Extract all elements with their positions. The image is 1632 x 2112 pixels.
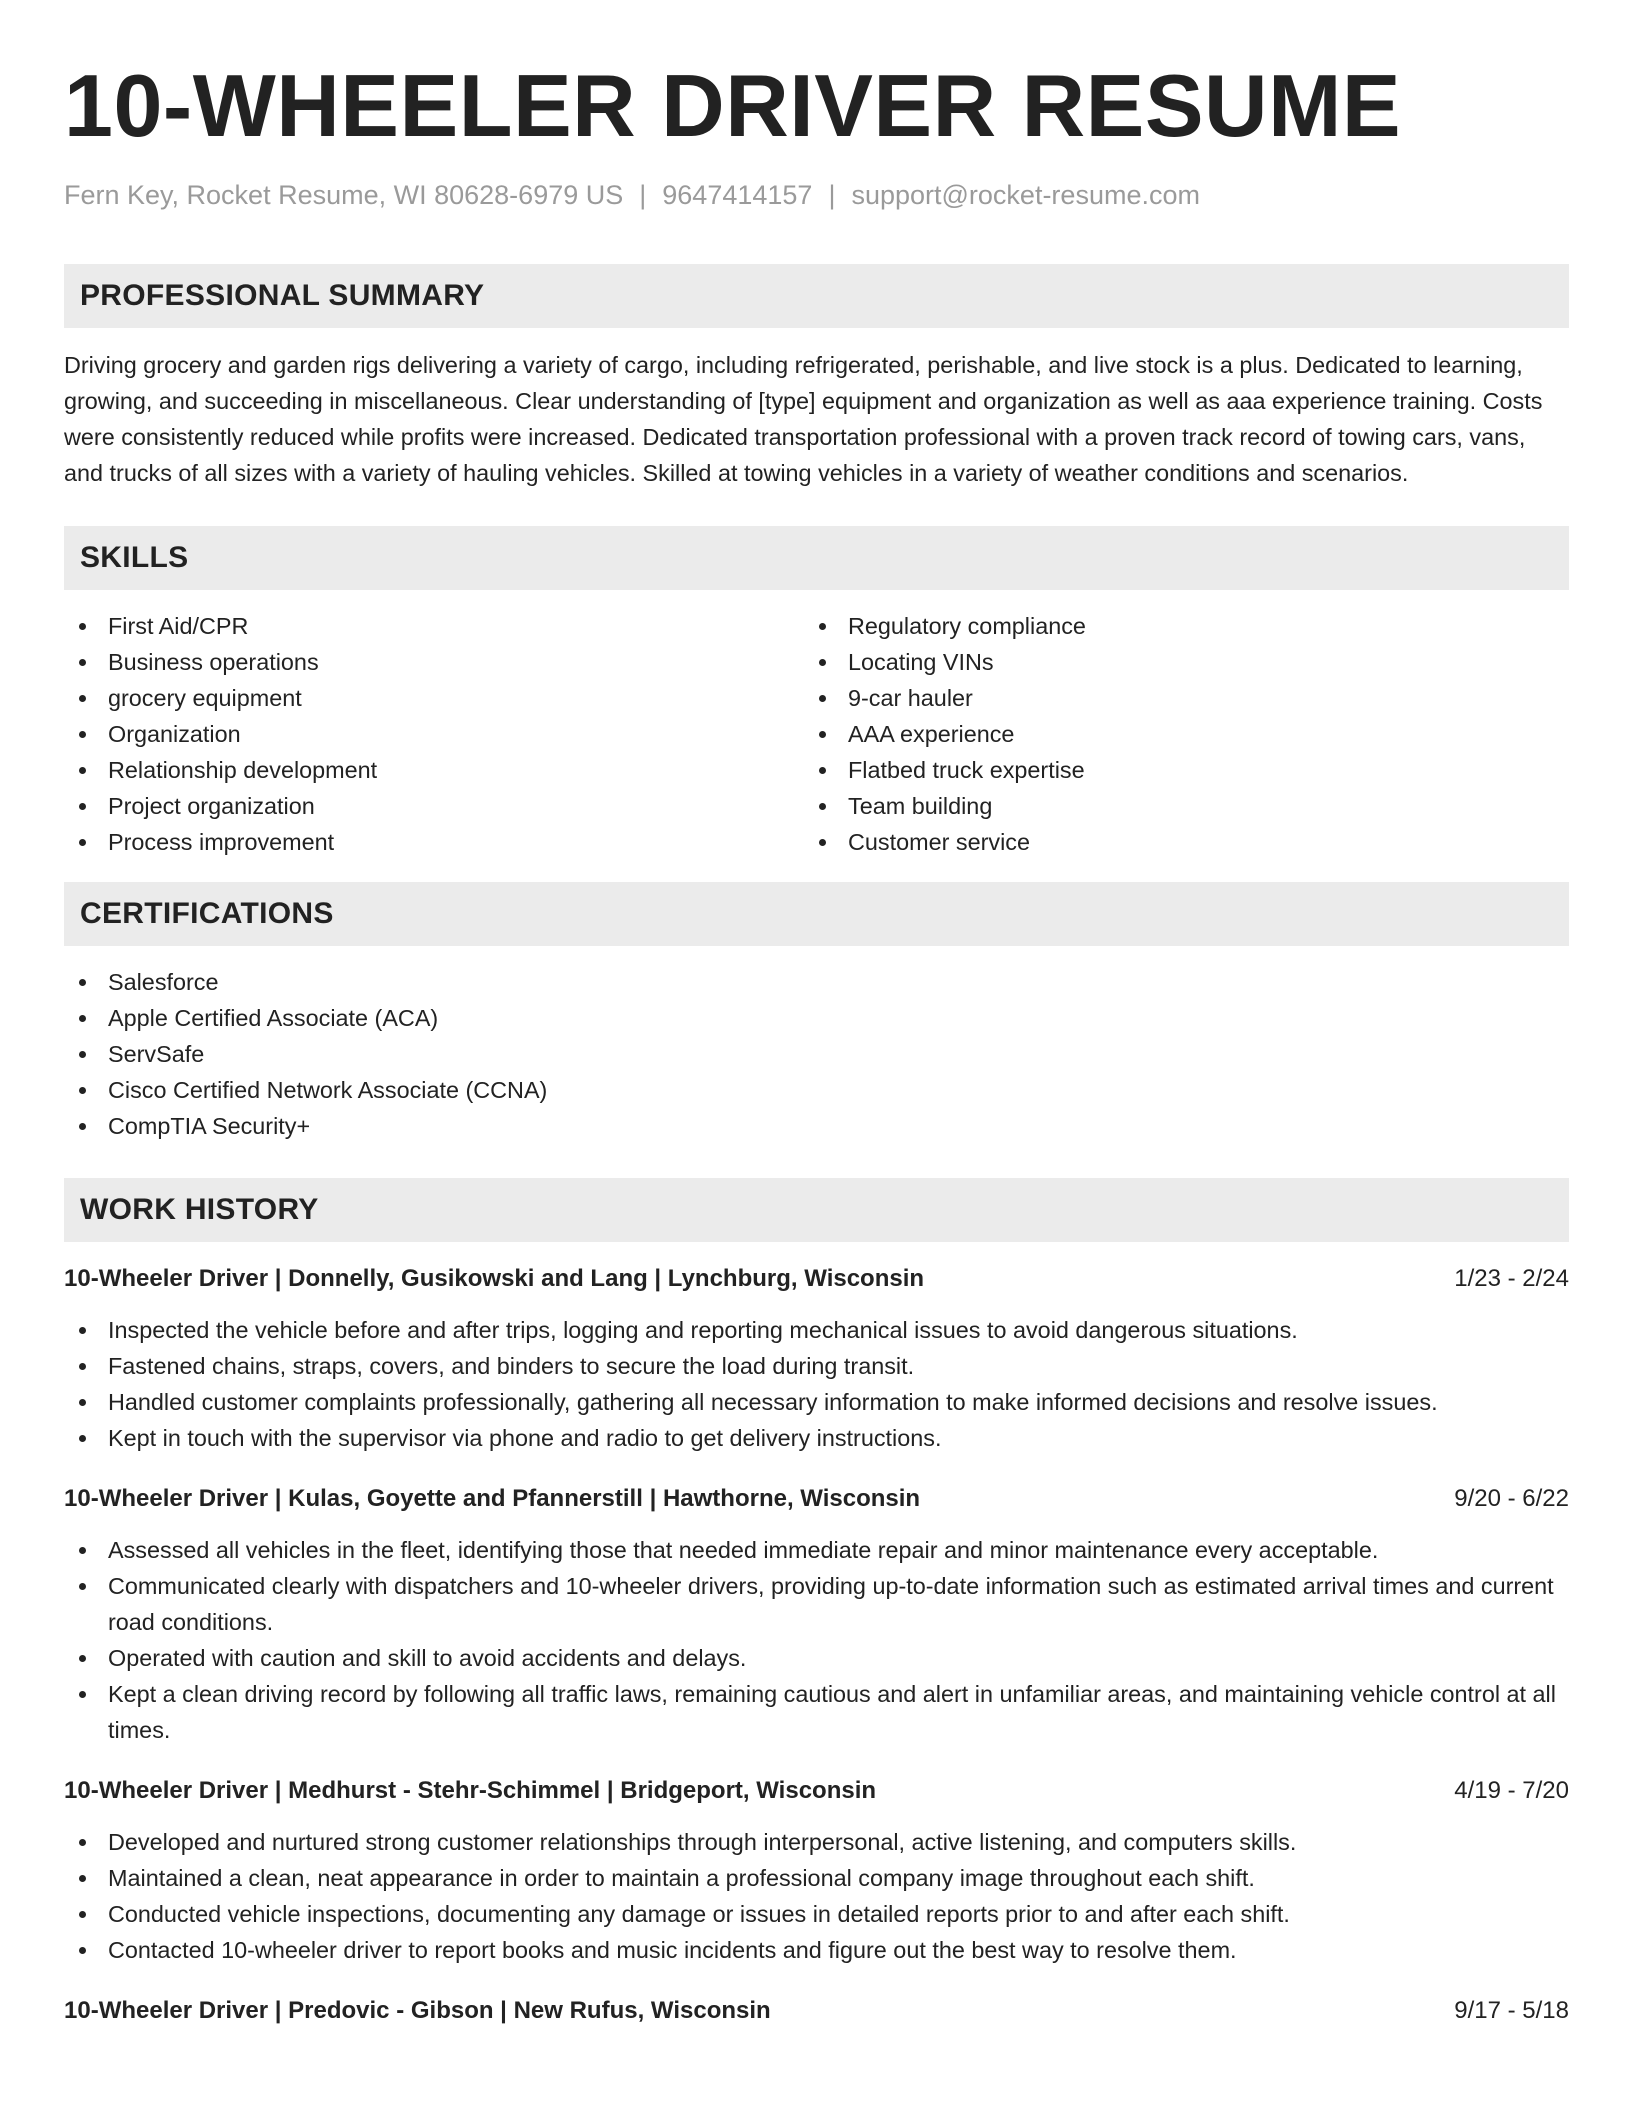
resume-title: 10-WHEELER DRIVER RESUME <box>64 56 1402 155</box>
skill-item: Customer service <box>804 824 1544 860</box>
skill-item: 9-car hauler <box>804 680 1544 716</box>
section-heading: WORK HISTORY <box>80 1193 319 1226</box>
summary-text: Driving grocery and garden rigs delivering a variety of cargo, including refrigerated, perishable, and live stock is a plus. Dedicated to learning, growing, and succeeding in miscellaneous. Clear understanding of [type] equipment and organization as well as aaa experience training. Costs were consistently reduced while profits were increased. Dedicated transportation professional with a proven track record of towing cars, vans, and trucks of all sizes with a variety of hauling vehicles. Skilled at towing vehicles in a variety of weather conditions and scenarios. <box>64 352 1543 486</box>
contact-phone: 9647414157 <box>662 180 813 210</box>
certifications-list <box>64 964 1569 1144</box>
job-title: 10-Wheeler Driver | Medhurst - Stehr-Schimmel | Bridgeport, Wisconsin <box>64 1777 877 1804</box>
contact-separator: | <box>828 180 836 210</box>
job-bullet: Assessed all vehicles in the fleet, identifying those that needed immediate repair and minor maintenance every acceptable. <box>64 1532 1569 1568</box>
contact-line <box>64 178 1569 212</box>
contact-separator: | <box>639 180 647 210</box>
section-certifications <box>64 882 1569 1144</box>
section-header <box>64 264 1569 328</box>
skill-item: AAA experience <box>804 716 1544 752</box>
job-bullet: Developed and nurtured strong customer relationships through interpersonal, active listening, and computers skills. <box>64 1824 1569 1860</box>
job-title: 10-Wheeler Driver | Predovic - Gibson | New Rufus, Wisconsin <box>64 1997 771 2024</box>
job-entry <box>64 1774 1569 1968</box>
job-bullet: Handled customer complaints professionally, gathering all necessary information to make informed decisions and resolve issues. <box>64 1384 1569 1420</box>
job-entry <box>64 1482 1569 1748</box>
job-title: 10-Wheeler Driver | Kulas, Goyette and Pfannerstill | Hawthorne, Wisconsin <box>64 1485 921 1512</box>
job-header <box>64 1774 1569 1808</box>
skill-item: Project organization <box>64 788 804 824</box>
section-header <box>64 526 1569 590</box>
job-dates: 9/17 - 5/18 <box>1454 1997 1569 2024</box>
certification-item: CompTIA Security+ <box>64 1108 1569 1144</box>
section-professional-summary <box>64 264 1569 491</box>
job-bullets <box>64 1532 1569 1748</box>
job-bullets <box>64 1312 1569 1456</box>
section-header <box>64 1178 1569 1242</box>
job-bullet: Contacted 10-wheeler driver to report books and music incidents and figure out the best way to resolve them. <box>64 1932 1569 1968</box>
skills-list-left <box>64 608 804 860</box>
job-bullets <box>64 1824 1569 1968</box>
section-work-history <box>64 1178 1569 2028</box>
certification-item: Salesforce <box>64 964 1569 1000</box>
certification-item: Apple Certified Associate (ACA) <box>64 1000 1569 1036</box>
job-dates: 1/23 - 2/24 <box>1454 1265 1569 1292</box>
job-bullet: Maintained a clean, neat appearance in order to maintain a professional company image throughout each shift. <box>64 1860 1569 1896</box>
section-skills <box>64 526 1569 860</box>
section-heading: PROFESSIONAL SUMMARY <box>80 279 485 312</box>
skills-columns <box>64 608 1569 860</box>
job-bullet: Communicated clearly with dispatchers and 10-wheeler drivers, providing up-to-date information such as estimated arrival times and current road conditions. <box>64 1568 1569 1640</box>
skill-item: Team building <box>804 788 1544 824</box>
skill-item: Flatbed truck expertise <box>804 752 1544 788</box>
job-dates: 9/20 - 6/22 <box>1454 1485 1569 1512</box>
contact-email[interactable]: support@rocket-resume.com <box>851 180 1200 210</box>
contact-address: Fern Key, Rocket Resume, WI 80628-6979 US <box>64 180 624 210</box>
job-header <box>64 1482 1569 1516</box>
job-bullet: Operated with caution and skill to avoid accidents and delays. <box>64 1640 1569 1676</box>
job-entry <box>64 1262 1569 1456</box>
skills-list-right <box>804 608 1544 860</box>
certification-item: Cisco Certified Network Associate (CCNA) <box>64 1072 1569 1108</box>
section-heading: SKILLS <box>80 541 189 574</box>
job-title: 10-Wheeler Driver | Donnelly, Gusikowski and Lang | Lynchburg, Wisconsin <box>64 1265 925 1292</box>
job-dates: 4/19 - 7/20 <box>1454 1777 1569 1804</box>
job-bullet: Kept a clean driving record by following all traffic laws, remaining cautious and alert in unfamiliar areas, and maintaining vehicle control at all times. <box>64 1676 1569 1748</box>
job-bullet: Conducted vehicle inspections, documenting any damage or issues in detailed reports prior to and after each shift. <box>64 1896 1569 1932</box>
job-entry <box>64 1994 1569 2028</box>
section-header <box>64 882 1569 946</box>
certification-item: ServSafe <box>64 1036 1569 1072</box>
job-header <box>64 1994 1569 2028</box>
skill-item: Regulatory compliance <box>804 608 1544 644</box>
skill-item: First Aid/CPR <box>64 608 804 644</box>
skill-item: Process improvement <box>64 824 804 860</box>
skill-item: Locating VINs <box>804 644 1544 680</box>
skill-item: Business operations <box>64 644 804 680</box>
job-bullet: Fastened chains, straps, covers, and binders to secure the load during transit. <box>64 1348 1569 1384</box>
skill-item: Organization <box>64 716 804 752</box>
skill-item: Relationship development <box>64 752 804 788</box>
job-bullet: Kept in touch with the supervisor via phone and radio to get delivery instructions. <box>64 1420 1569 1456</box>
skill-item: grocery equipment <box>64 680 804 716</box>
section-heading: CERTIFICATIONS <box>80 897 334 930</box>
job-bullet: Inspected the vehicle before and after trips, logging and reporting mechanical issues to avoid dangerous situations. <box>64 1312 1569 1348</box>
job-header <box>64 1262 1569 1296</box>
